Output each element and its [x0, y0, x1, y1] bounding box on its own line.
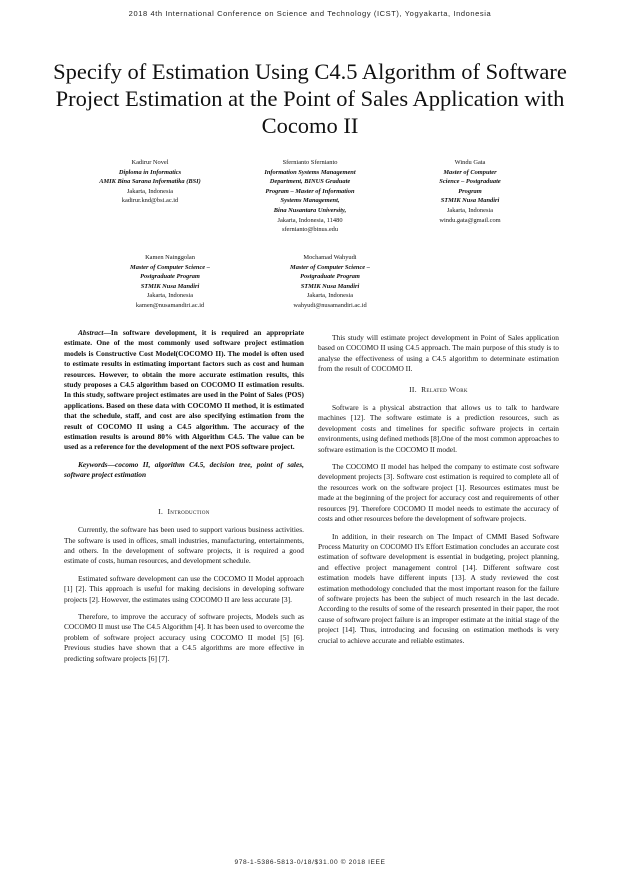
author-city: Jakarta, Indonesia [146, 292, 194, 300]
author-org: Postgraduate Program [300, 273, 360, 281]
section-number: II. [409, 384, 417, 394]
author-org: AMIK Bina Sarana Informatika (BSI) [99, 178, 201, 186]
author-block-1 [80, 158, 220, 206]
author-name: Mochamad Wahyudi [303, 254, 357, 261]
related-paragraph-1: Software is a physical abstraction that allows us to talk to hardware machines [12]. The software estimate is a prediction resources, such as development costs and timelines for specific software projects in certain environments, using defined methods [8].One of the most common approaches to software estimation is the COCOMO II model. [318, 403, 559, 454]
author-org: Postgraduate Program [140, 273, 200, 281]
author-role: Diploma in Informatics [118, 168, 182, 176]
author-org-line3: STMIK Nusa Mandiri [140, 282, 200, 290]
abstract-label: Abstract [78, 328, 104, 337]
author-email[interactable]: wahyudi@nusamandiri.ac.id [293, 301, 367, 309]
author-name: Kamen Nainggolan [145, 254, 195, 261]
author-email[interactable]: sfernianto@binus.edu [281, 226, 339, 234]
left-column [64, 328, 304, 671]
abstract-text: —In software development, it is required an appropriate estimate. One of the most commonly used software project estimation models is Constructive Cost Model(COCOMO II). The model is often used to estimate results in estimating important factors such as cost and human resources. However, to obtain the more accurate estimation results, this study proposes a C4.5 algorithm based on COCOMO II estimation results. In this study, software project estimates are used in the Point of Sales (POS) applications. Based on these data with COCOMO II method, it is estimated that the schedule, staff, and cost are also specifying estimation from the result of COCOMO II using a C4.5 algorithm. The accuracy of the estimation results is around 80% with Algorithm C4.5. The value can be used as a reference for the development of the next POS software project. [64, 328, 304, 452]
section-heading-introduction [64, 507, 304, 517]
author-email[interactable]: windu.gata@gmail.com [439, 216, 501, 224]
keywords-label: Keywords [78, 459, 108, 469]
author-role: Information Systems Management [264, 168, 356, 176]
author-role: Master of Computer Science – [130, 263, 210, 271]
right-column [318, 333, 559, 653]
author-org-line3: Program [458, 187, 482, 195]
author-org-line4: STMIK Nusa Mandiri [440, 197, 500, 205]
author-city: Jakarta, Indonesia [306, 292, 354, 300]
author-role: Master of Computer Science – [290, 263, 370, 271]
section-title: Introduction [167, 506, 210, 516]
author-email[interactable]: kamen@nusamandiri.ac.id [135, 301, 205, 309]
author-block-5 [255, 253, 405, 311]
intro-paragraph-4: This study will estimate project development in Point of Sales application based on COCOMO II using C4.5 approach. The main purpose of this study is to analyse the effectiveness of using a C4.5 algorithm to determinate estimation from the result of COCOMO II. [318, 333, 559, 374]
author-email[interactable]: kadirur.knd@bsi.ac.id [121, 197, 179, 205]
author-org: Science – Postgraduate [439, 178, 501, 186]
author-name: Windu Gata [454, 159, 486, 166]
author-city: Jakarta, Indonesia, 11480 [277, 216, 343, 224]
related-paragraph-3: In addition, in their research on The Impact of CMMI Based Software Process Maturity on COCOMO II's Effort Estimation concludes an accurate cost estimation of software development is essential in budgeting, project planning, and effective project management control [14]. Different software cost estimation models have different inputs [13]. A study reviewed the cost estimation methodology concluded that the most important reason for the failure of software projects has been the subject of much research in the last decade. According to the results of some of the research presented in their paper, the root cause of software project failure is an improper estimate at the initial stage of the project [14]. Thus, introducing and focusing on estimation methods is very crucial to achieve accurate and reliable estimates. [318, 531, 559, 645]
intro-paragraph-1: Currently, the software has been used to support various business activities. The software is used in offices, small industries, manufacturing, entertainments, and others. In the development of software projects, it is required a good estimate of costs, human resources, and development schedule. [64, 525, 304, 566]
author-name: Kadirur Novel [131, 159, 169, 166]
conference-header: 2018 4th International Conference on Science and Technology (ICST), Yogyakarta, Indonesia [128, 9, 492, 18]
intro-paragraph-3: Therefore, to improve the accuracy of software projects, Models such as COCOMO II must use The C4.5 Algorithm [4]. It has been used to overcome the problem of software project accuracy using COCOMO II model [5] [6]. Previous studies have shown that a C4.5 algorithms are more effective in predicting software projects [6] [7]. [64, 611, 304, 663]
author-org-line3: Program – Master of Information [265, 187, 355, 195]
author-block-2 [240, 158, 380, 235]
abstract [64, 328, 304, 453]
author-block-3 [400, 158, 540, 225]
related-paragraph-2: The COCOMO II model has helped the company to estimate cost software development projects [3]. Software cost estimation is required to complete all of the resources work on the software project [1]. Resources estimates must be made at the beginning of the project for accuracy cost and requirements of other resources [9]. Therefore COCOMO II model needs to estimate the accuracy of costs and other resources before the development of software projects. [318, 462, 559, 524]
paper-title: Specify of Estimation Using C4.5 Algorithm of Software Project Estimation at the Point of Sales Application with Cocomo II [53, 59, 567, 138]
intro-paragraph-2: Estimated software development can use the COCOMO II Model approach [1] [2]. This approach is useful for making decisions in developing software projects [2]. However, the estimates using COCOMO II are less accurate [3]. [64, 573, 304, 604]
author-org-line4: Systems Management, [280, 197, 340, 205]
author-org: Department, BINUS Graduate [269, 178, 351, 186]
author-role: Master of Computer [443, 168, 497, 176]
author-city: Jakarta, Indonesia [446, 206, 494, 214]
author-org-line3: STMIK Nusa Mandiri [300, 282, 360, 290]
keywords-text: —cocomo II, algorithm C4.5, decision tree, point of sales, software project estimation [64, 459, 304, 480]
section-title: Related Work [421, 384, 468, 394]
author-block-4 [95, 253, 245, 311]
keywords [64, 460, 304, 481]
author-university: Bina Nusantara University, [273, 206, 347, 214]
copyright-footer: 978-1-5386-5813-0/18/$31.00 © 2018 IEEE [234, 859, 386, 866]
author-city: Jakarta, Indonesia [126, 187, 174, 195]
author-name: Sfernianto Sfernianto [282, 159, 338, 166]
section-heading-related-work [318, 385, 559, 395]
section-number: I. [158, 506, 164, 516]
